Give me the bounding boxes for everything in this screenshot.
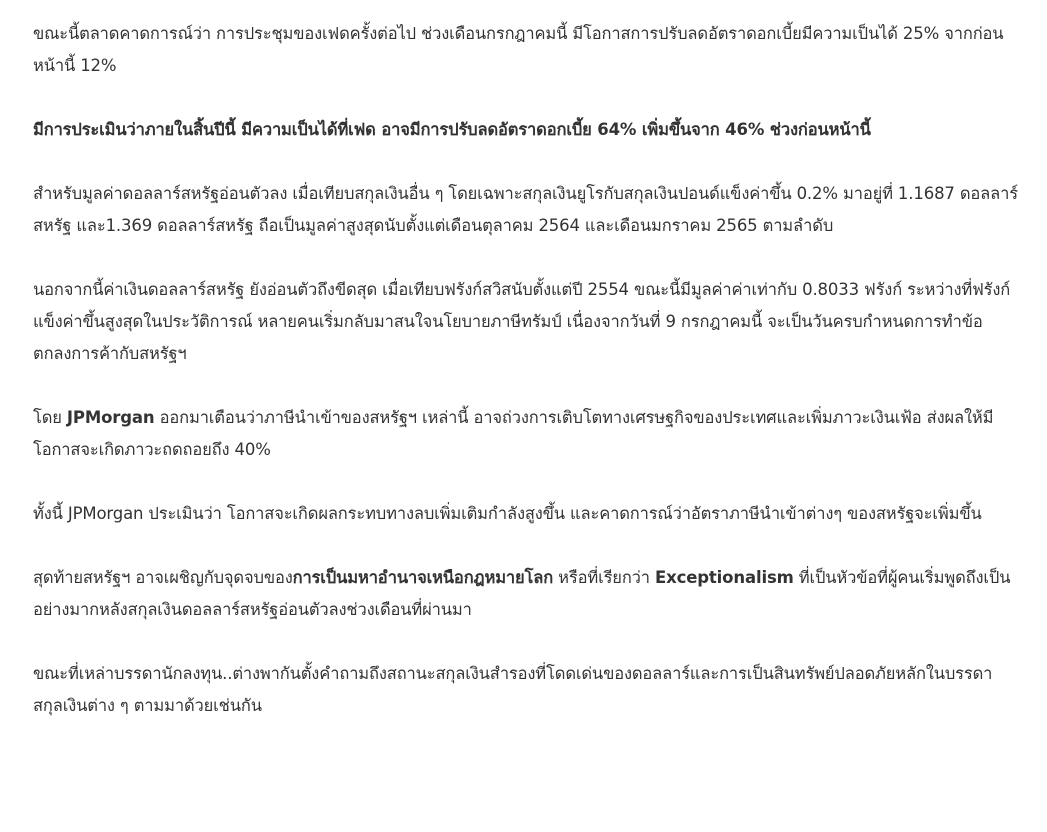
paragraph-fed-year-end-outlook: มีการประเมินว่าภายในสิ้นปีนี้ มีความเป็นได้ที่เฟด อาจมีการปรับลดอัตราดอกเบี้ย 64% เพิ่มขึ้นจาก 46% ช่วงก่อนหน้านี้ xyxy=(33,120,871,139)
text-segment: โดย xyxy=(33,408,67,427)
bold-exceptionalism: Exceptionalism xyxy=(654,568,794,587)
paragraph-dollar-weakening: สำหรับมูลค่าดอลลาร์สหรัฐอ่อนตัวลง เมื่อเทียบสกุลเงินอื่น ๆ โดยเฉพาะสกุลเงินยูโรกับสกุลเงินปอนด์แข็งค่าขึ้น 0.2% มาอยู่ที่ 1.1687 ดอลลาร์สหรัฐ และ1.369 ดอลลาร์สหรัฐ ถือเป็นมูลค่าสูงสุดนับตั้งแต่เดือนตุลาคม 2564 และเดือนมกราคม 2565 ตามลำดับ xyxy=(33,184,1018,235)
paragraph-investor-questions: ขณะที่เหล่าบรรดานักลงทุน..ต่างพากันตั้งคำถามถึงสถานะสกุลเงินสำรองที่โดดเด่นของดอลลาร์และการเป็นสินทรัพย์ปลอดภัยหลักในบรรดาสกุลเงินต่าง ๆ ตามมาด้วยเช่นกัน xyxy=(33,664,993,715)
paragraph-jpmorgan-assessment: ทั้งนี้ JPMorgan ประเมินว่า โอกาสจะเกิดผลกระทบทางลบเพิ่มเติมกำลังสูงขึ้น และคาดการณ์ว่าอัตราภาษีนำเข้าต่างๆ ของสหรัฐจะเพิ่มขึ้น xyxy=(33,504,982,523)
paragraph-fed-july-outlook: ขณะนี้ตลาดคาดการณ์ว่า การประชุมของเฟดครั้งต่อไป ช่วงเดือนกรกฎาคมนี้ มีโอกาสการปรับลดอัตราดอกเบี้ยมีความเป็นได้ 25% จากก่อนหน้านี้ 12% xyxy=(33,24,1004,75)
bold-superpower-phrase: การเป็นมหาอำนาจเหนือกฎหมายโลก xyxy=(292,568,554,587)
text-segment: หรือที่เรียกว่า xyxy=(553,568,655,587)
paragraph-swiss-franc: นอกจากนี้ค่าเงินดอลลาร์สหรัฐ ยังอ่อนตัวถึงขีดสุด เมื่อเทียบฟรังก์สวิสนับตั้งแต่ปี 2554 ขณะนี้มีมูลค่าค่าเท่ากับ 0.8033 ฟรังก์ ระหว่างที่ฟรังก์แข็งค่าขึ้นสูงสุดในประวัติการณ์ หลายคนเริ่มกลับมาสนใจนโยบายภาษีทรัมป์ เนื่องจากวันที่ 9 กรกฎาคมนี้ จะเป็นวันครบกำหนดการทำข้อตกลงการค้ากับสหรัฐฯ xyxy=(33,280,1011,363)
paragraph-exceptionalism xyxy=(33,562,1018,626)
paragraph-jpmorgan-warning xyxy=(33,402,1018,466)
bold-jpmorgan: JPMorgan xyxy=(66,408,155,427)
article-body xyxy=(33,18,1018,754)
text-segment: ที่เป็นหัวข้อที่ผู้คนเริ่มพูดถึงเป็นอย่างมากหลังสกุลเงินดอลลาร์สหรัฐอ่อนตัวลงช่วงเดือนที่ผ่านมา xyxy=(33,568,1011,619)
text-segment: สุดท้ายสหรัฐฯ อาจเผชิญกับจุดจบของ xyxy=(33,568,293,587)
text-segment: ออกมาเตือนว่าภาษีนำเข้าของสหรัฐฯ เหล่านี้ อาจถ่วงการเติบโตทางเศรษฐกิจของประเทศและเพิ่มภาวะเงินเฟ้อ ส่งผลให้มีโอกาสจะเกิดภาวะถดถอยถึง 40% xyxy=(33,408,994,459)
